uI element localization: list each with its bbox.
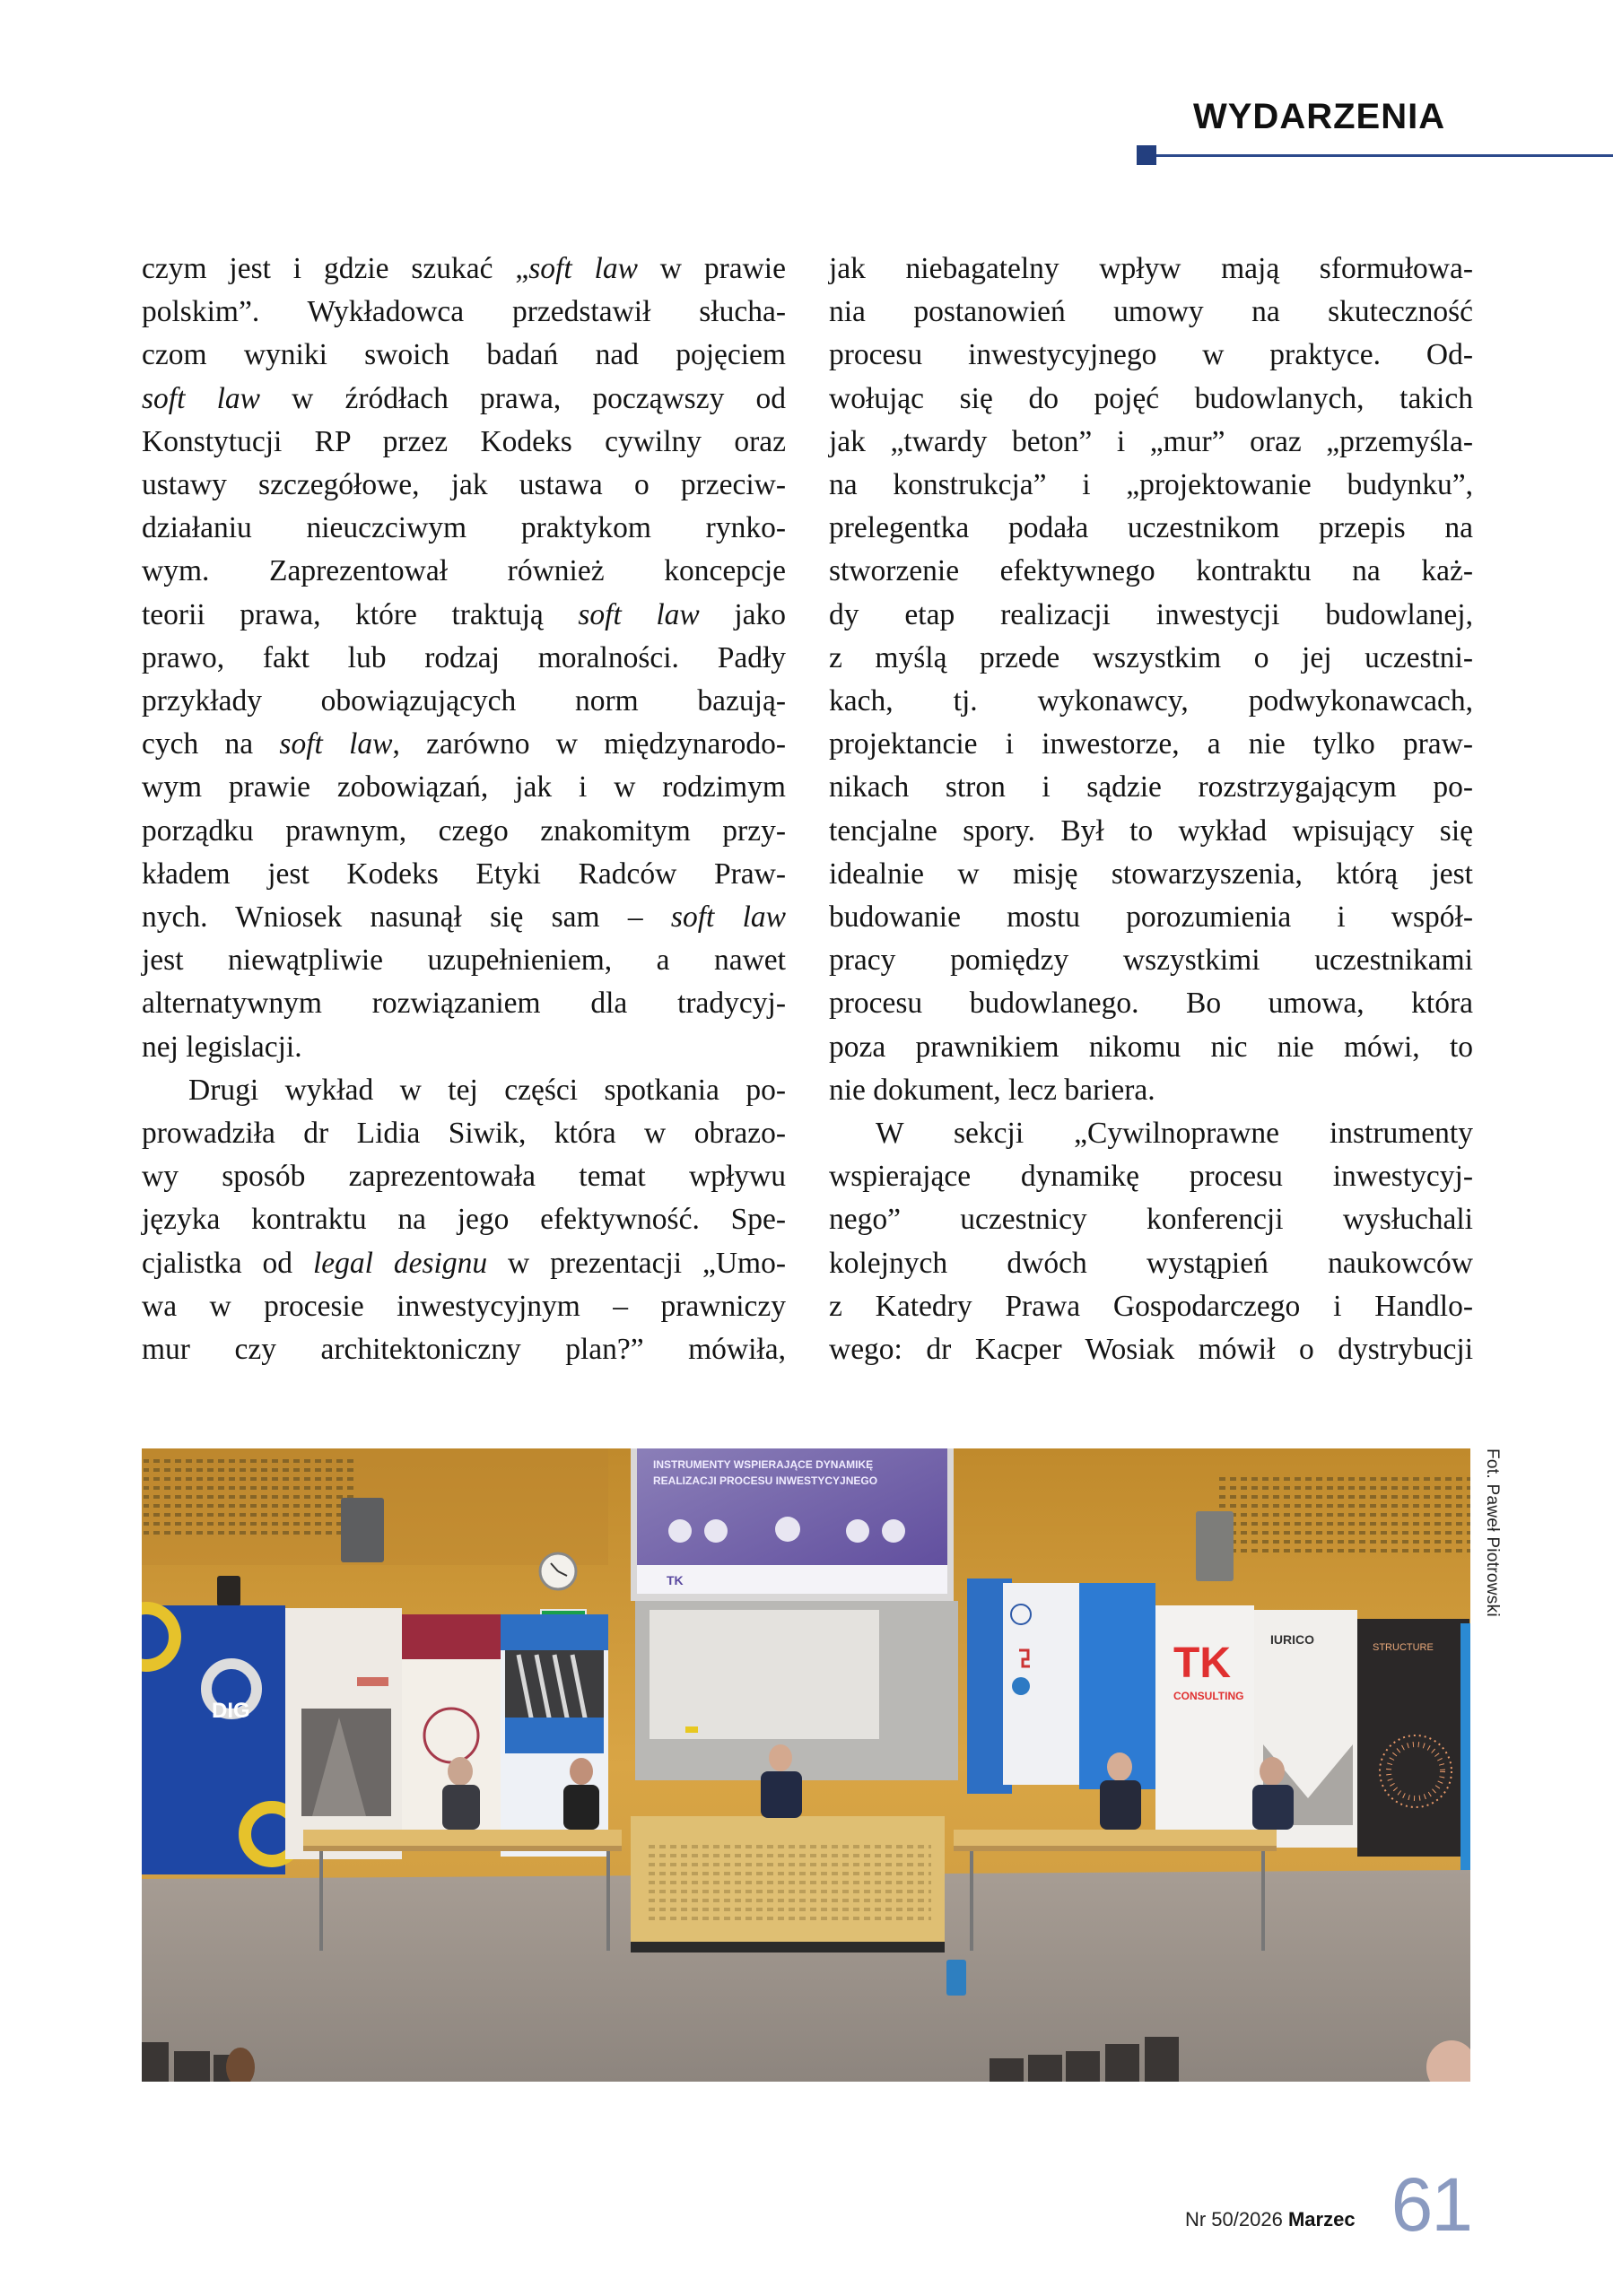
issue-month: Marzec: [1287, 2208, 1356, 2231]
page-footer: [1184, 2162, 1471, 2247]
text-line: budowanie mostu porozumienia i współ-: [829, 900, 1473, 935]
text-line: jak niebagatelny wpływ mają sformułowa-: [829, 252, 1473, 285]
svg-text:TK: TK: [1173, 1639, 1231, 1687]
text-line: nej legislacji.: [142, 1030, 302, 1064]
text-line: projektancie i inwestorze, a nie tylko praw-: [829, 727, 1473, 761]
text-line: W sekcji „Cywilnoprawne instrumenty: [876, 1117, 1473, 1151]
text-line: prawo, fakt lub rodzaj moralności. Padły: [142, 640, 786, 674]
text-line: wego: dr Kacper Wosiak mówił o dystrybucji: [829, 1333, 1473, 1367]
text-line: alternatywnym rozwiązaniem dla tradycyj-: [142, 987, 786, 1021]
svg-text:TK: TK: [667, 1573, 684, 1587]
text-line: przykłady obowiązujących norm bazują-: [142, 684, 786, 718]
text-line: wym. Zaprezentował również koncepcje: [142, 554, 786, 588]
text-line: wołując się do pojęć budowlanych, takich: [829, 381, 1473, 415]
section-title: WYDARZENIA: [1193, 97, 1446, 136]
text-line: ustawy szczegółowe, jak ustawa o przeciw-: [142, 468, 786, 502]
conference-photo: [142, 1448, 1470, 2082]
italic-term: soft law: [528, 252, 638, 285]
text-line: czom wyniki swoich badań nad pojęciem: [142, 338, 786, 372]
text-line: tencjalne spory. Był to wykład wpisujący się: [829, 813, 1473, 848]
text-line: nia postanowień umowy na skuteczność: [829, 295, 1473, 329]
page-number: 61: [1391, 2162, 1471, 2247]
italic-term: soft law: [670, 900, 786, 935]
text-line: jest niewątpliwie uzupełnieniem, a nawet: [142, 944, 786, 978]
text-line: języka kontraktu na jego efektywność. Spe-: [142, 1203, 786, 1237]
text-column-right: [829, 248, 1473, 1371]
text-line: na konstrukcja” i „projektowanie budynku”,: [829, 468, 1473, 502]
text-line: procesu budowlanego. Bo umowa, która: [829, 987, 1473, 1021]
issue-info: [1185, 2208, 1356, 2242]
slide-title-line-1: INSTRUMENTY WSPIERAJĄCE DYNAMIKĘ: [653, 1458, 874, 1471]
italic-term: legal designu: [312, 1246, 488, 1280]
text-line: polskim”. Wykładowca przedstawił słucha-: [142, 295, 786, 329]
svg-text:CONSULTING: CONSULTING: [1173, 1690, 1244, 1702]
svg-text:DIG: DIG: [212, 1699, 250, 1723]
italic-term: soft law: [279, 727, 393, 761]
italic-term: soft law: [142, 381, 260, 415]
text-line: poza prawnikiem nikomu nic nie mówi, to: [829, 1030, 1473, 1064]
text-line: soft law w źródłach prawa, począwszy od: [142, 381, 786, 415]
text-line: porządku prawnym, czego znakomitym przy-: [142, 813, 786, 848]
text-line: idealnie w misję stowarzyszenia, którą jest: [829, 857, 1473, 891]
text-column-left: [142, 248, 786, 1371]
text-line: pracy pomiędzy wszystkimi uczestnikami: [829, 944, 1473, 978]
text-line: nego” uczestnicy konferencji wysłuchali: [829, 1203, 1473, 1237]
text-line: kach, tj. wykonawcy, podwykonawcach,: [829, 684, 1473, 718]
text-line: z Katedry Prawa Gospodarczego i Handlo-: [829, 1289, 1473, 1323]
text-line: z myślą przede wszystkim o jej uczestni-: [829, 640, 1473, 674]
text-line: mur czy architektoniczny plan?” mówiła,: [142, 1333, 786, 1367]
text-line: jak „twardy beton” i „mur” oraz „przemyśla-: [829, 424, 1473, 458]
svg-text:STRUCTURE: STRUCTURE: [1373, 1642, 1434, 1653]
text-line: nych. Wniosek nasunął się sam – soft law: [142, 900, 786, 935]
text-line: nikach stron i sądzie rozstrzygającym po-: [829, 770, 1473, 804]
text-line: stworzenie efektywnego kontraktu na każ-: [829, 554, 1473, 588]
text-line: wym prawie zobowiązań, jak i w rodzimym: [142, 770, 786, 804]
text-line: kolejnych dwóch wystąpień naukowców: [829, 1246, 1473, 1280]
issue-number: Nr 50/2026: [1184, 2208, 1283, 2231]
text-line: wa w procesie inwestycyjnym – prawniczy: [142, 1289, 786, 1323]
text-line: kładem jest Kodeks Etyki Radców Praw-: [142, 857, 786, 891]
text-line: Drugi wykład w tej części spotkania po-: [188, 1073, 786, 1107]
text-line: cych na soft law, zarówno w międzynarodo-: [142, 727, 786, 761]
conference-photo-illustration: [142, 1448, 1470, 2082]
text-line: wy sposób zaprezentowała temat wpływu: [142, 1160, 786, 1194]
text-line: teorii prawa, które traktują soft law jako: [142, 597, 786, 631]
text-line: Konstytucji RP przez Kodeks cywilny oraz: [142, 424, 786, 458]
slide-title-line-2: REALIZACJI PROCESU INWESTYCYJNEGO: [653, 1474, 878, 1487]
text-line: procesu inwestycyjnego w praktyce. Od-: [829, 338, 1473, 372]
text-line: czym jest i gdzie szukać „soft law w prawie: [142, 252, 786, 285]
photo-credit: Fot. Paweł Piotrowski: [1483, 1448, 1502, 1617]
svg-text:IURICO: IURICO: [1270, 1632, 1314, 1647]
text-line: wspierające dynamikę procesu inwestycyj-: [829, 1160, 1473, 1194]
section-header: [1137, 90, 1613, 170]
header-accent-square: [1137, 145, 1156, 165]
italic-term: soft law: [578, 597, 700, 631]
text-line: cjalistka od legal designu w prezentacji „Umo-: [142, 1246, 786, 1280]
text-line: prelegentka podała uczestnikom przepis na: [829, 511, 1473, 545]
header-rule: [1156, 154, 1613, 157]
text-line: nie dokument, lecz bariera.: [829, 1073, 1155, 1107]
text-line: dy etap realizacji inwestycji budowlanej,: [829, 597, 1473, 631]
text-line: prowadziła dr Lidia Siwik, która w obrazo-: [142, 1117, 786, 1151]
text-line: działaniu nieuczciwym praktykom rynko-: [142, 511, 786, 545]
